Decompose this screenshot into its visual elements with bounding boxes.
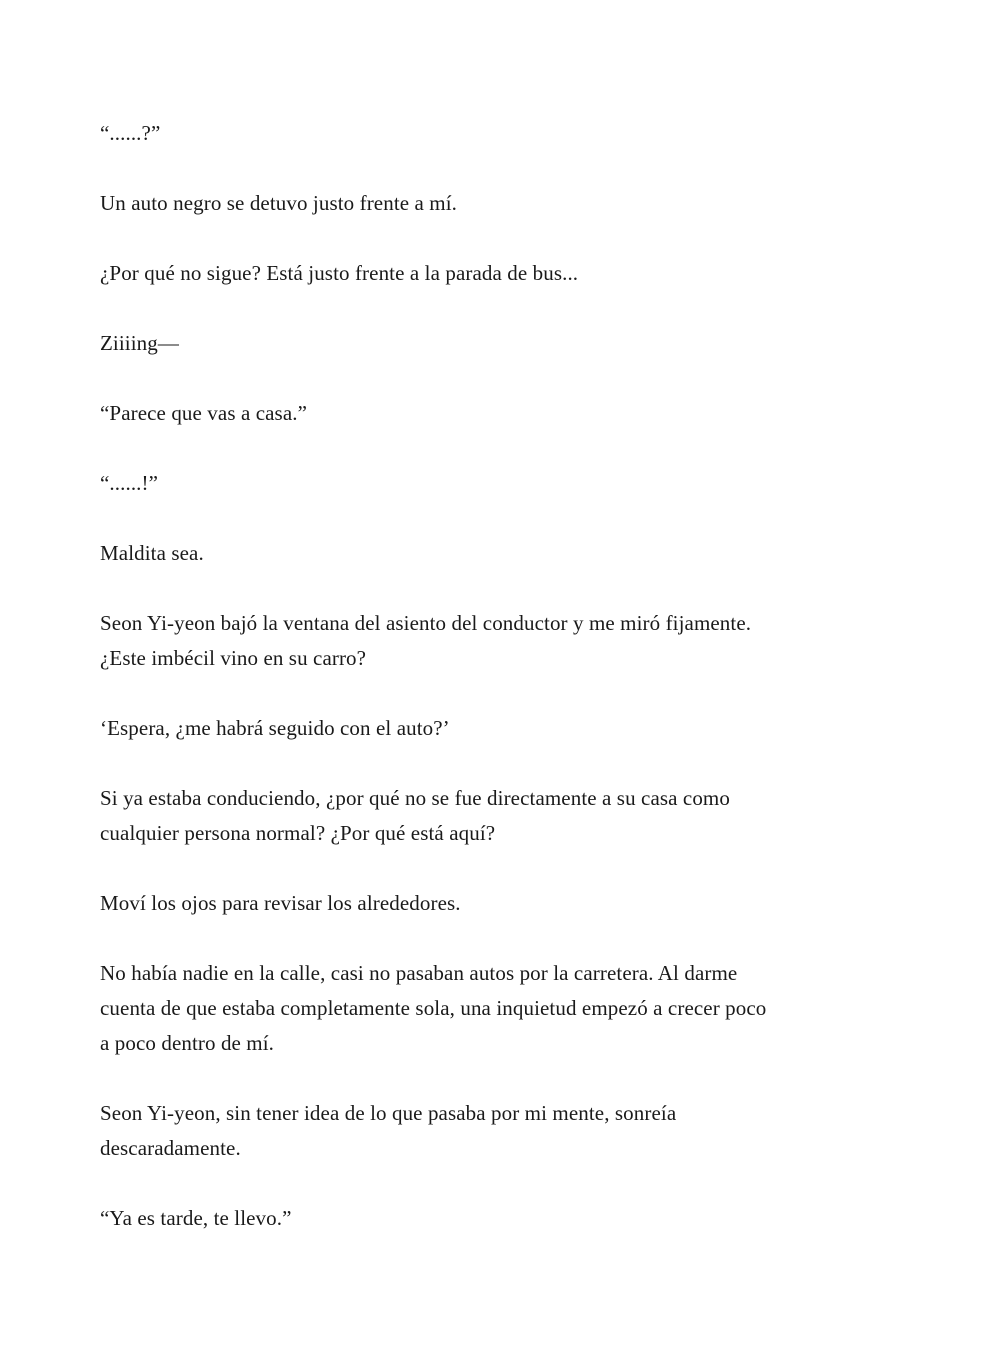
paragraph <box>100 326 900 361</box>
text-line: ‘Espera, ¿me habrá seguido con el auto?’ <box>100 716 450 740</box>
paragraph <box>100 466 900 501</box>
text-line: Maldita sea. <box>100 541 204 565</box>
paragraph <box>100 886 900 921</box>
paragraph <box>100 606 900 676</box>
text-line: Ziiiing— <box>100 331 179 355</box>
text-line: descaradamente. <box>100 1136 241 1160</box>
text-line: cualquier persona normal? ¿Por qué está aquí? <box>100 821 496 845</box>
paragraph <box>100 1201 900 1236</box>
text-line: Moví los ojos para revisar los alrededores. <box>100 891 461 915</box>
text-line: “......?” <box>100 121 161 145</box>
text-line: a poco dentro de mí. <box>100 1031 275 1055</box>
text-line: Seon Yi-yeon, sin tener idea de lo que pasaba por mi mente, sonreía <box>100 1101 677 1125</box>
paragraph <box>100 396 900 431</box>
text-line: Si ya estaba conduciendo, ¿por qué no se fue directamente a su casa como <box>100 786 730 810</box>
text-line: Seon Yi-yeon bajó la ventana del asiento del conductor y me miró fijamente. <box>100 611 752 635</box>
text-line: “......!” <box>100 471 159 495</box>
paragraph <box>100 536 900 571</box>
paragraph <box>100 116 900 151</box>
text-line: ¿Este imbécil vino en su carro? <box>100 646 367 670</box>
text-line: “Ya es tarde, te llevo.” <box>100 1206 292 1230</box>
text-line: cuenta de que estaba completamente sola, una inquietud empezó a crecer poco <box>100 996 767 1020</box>
paragraph <box>100 781 900 851</box>
paragraph <box>100 711 900 746</box>
text-line: No había nadie en la calle, casi no pasaban autos por la carretera. Al darme <box>100 961 738 985</box>
paragraph <box>100 186 900 221</box>
paragraph <box>100 956 900 1061</box>
paragraph <box>100 1096 900 1166</box>
text-line: ¿Por qué no sigue? Está justo frente a la parada de bus... <box>100 261 579 285</box>
text-line: “Parece que vas a casa.” <box>100 401 308 425</box>
text-line: Un auto negro se detuvo justo frente a mí. <box>100 191 458 215</box>
paragraph <box>100 256 900 291</box>
